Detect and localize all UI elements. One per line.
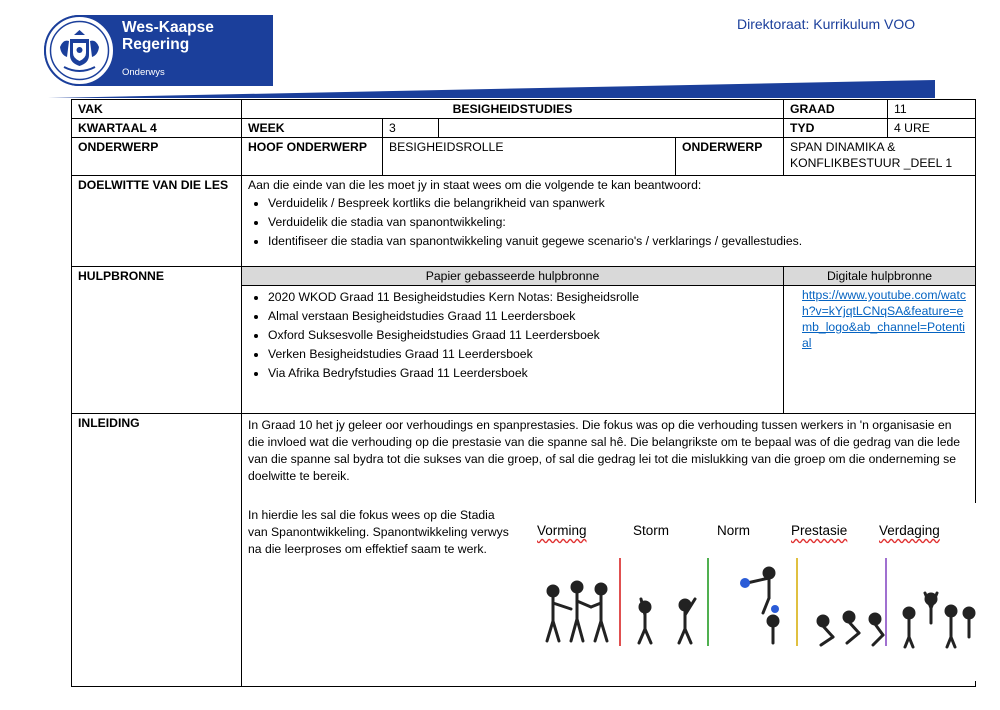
list-item: • Verduidelik die stadia van spanontwikkeling: (268, 214, 969, 231)
table-row (72, 100, 976, 119)
list-item: • Identifiseer die stadia van spanontwikkeling vanuit gegewe scenario's / verklarings / gevallestudies. (268, 233, 969, 250)
papier-list (248, 289, 777, 382)
hoof-onderwerp-value: BESIGHEIDSROLLE (383, 138, 676, 176)
youtube-link[interactable]: https://www.youtube.com/watch?v=kYjqtLCNqSA&feature=emb_logo&ab_channel=Potential (802, 288, 966, 350)
graad-label: GRAAD (784, 100, 888, 119)
inleiding-content (242, 414, 976, 687)
doelwitte-list (248, 195, 969, 250)
stage-label-storm: Storm (633, 523, 670, 538)
hulpbronne-label: HULPBRONNE (72, 267, 242, 414)
onderwerp-label: ONDERWERP (72, 138, 242, 176)
logo-title: Wes-Kaapse Regering (122, 19, 214, 53)
empty-cell (439, 119, 784, 138)
inleiding-paragraph-1: In Graad 10 het jy geleer oor verhoudings en spanprestasies. Die fokus was op die verhouding tussen werkers in 'n organisasie en die invloed wat die verhouding op die prestasie van die spanne sal hê. Die belangrikste om te bepaal was of die gedrag van die lede van die spanne sal bydra tot die sukses van die groep, of sal die gedrag lei tot die mislukking van die groep om die onderneming se doelwitte te bereik. (248, 418, 961, 483)
vak-value: BESIGHEIDSTUDIES (242, 100, 784, 119)
list-item: • 2020 WKOD Graad 11 Besigheidstudies Kern Notas: Besigheidsrolle (268, 289, 777, 306)
graad-value: 11 (888, 100, 976, 119)
vak-label: VAK (72, 100, 242, 119)
list-item: • Verduidelik / Bespreek kortliks die belangrikheid van spanwerk (268, 195, 969, 212)
table-row (72, 267, 976, 286)
tyd-label: TYD (784, 119, 888, 138)
stage-label-verdaging: Verdaging (879, 523, 940, 538)
onderwerp2-value: SPAN DINAMIKA & KONFLIKBESTUUR _DEEL 1 (784, 138, 976, 176)
tyd-value: 4 URE (888, 119, 976, 138)
hoof-onderwerp-label: HOOF ONDERWERP (242, 138, 383, 176)
stage-label-prestasie: Prestasie (791, 523, 848, 538)
crest-icon (44, 15, 115, 86)
kwartaal-label: KWARTAAL 4 (72, 119, 242, 138)
stage-label-vorming: Vorming (537, 523, 587, 538)
directorate-label: Direktoraat: Kurrikulum VOO (737, 16, 916, 32)
digitale-header: Digitale hulpbronne (784, 267, 976, 286)
logo-block (44, 15, 273, 86)
papier-header: Papier gebasseerde hulpbronne (242, 267, 784, 286)
inleiding-label: INLEIDING (72, 414, 242, 687)
digitale-content (784, 286, 976, 414)
onderwerp2-label: ONDERWERP (676, 138, 784, 176)
doelwitte-label: DOELWITTE VAN DIE LES (72, 176, 242, 267)
table-row (72, 119, 976, 138)
team-stages-illustration (533, 503, 976, 681)
doelwitte-intro: Aan die einde van die les moet jy in staat wees om die volgende te kan beantwoord: (248, 178, 702, 192)
team-figures-icon (533, 503, 976, 681)
logo-subtitle: Onderwys (122, 67, 165, 78)
week-label: WEEK (242, 119, 383, 138)
table-row (72, 414, 976, 687)
table-row (72, 176, 976, 267)
papier-content (242, 286, 784, 414)
list-item: • Oxford Suksesvolle Besigheidstudies Graad 11 Leerdersboek (268, 327, 777, 344)
inleiding-paragraph-2: In hierdie les sal die fokus wees op die Stadia van Spanontwikkeling. Spanontwikkeling verwys na die leerproses om effektief saam te werk. (248, 508, 509, 556)
stage-label-norm: Norm (717, 523, 750, 538)
inleiding-wrap (248, 417, 969, 685)
doelwitte-content (242, 176, 976, 267)
week-value: 3 (383, 119, 439, 138)
list-item: • Via Afrika Bedryfstudies Graad 11 Leerdersboek (268, 365, 777, 382)
lesson-table (71, 99, 976, 687)
list-item: • Verken Besigheidstudies Graad 11 Leerdersboek (268, 346, 777, 363)
table-row (72, 138, 976, 176)
list-item: • Almal verstaan Besigheidstudies Graad 11 Leerdersboek (268, 308, 777, 325)
